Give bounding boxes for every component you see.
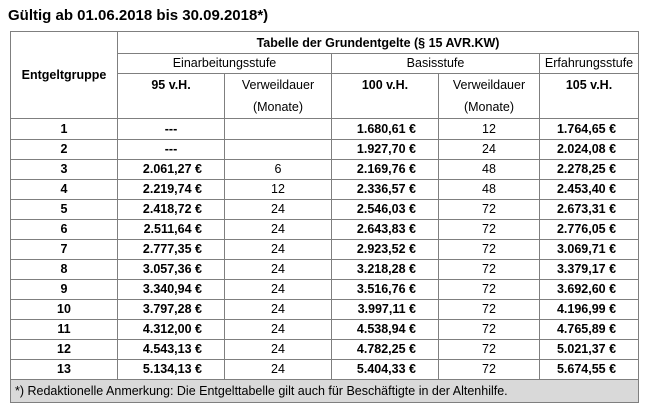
cell-entgeltgruppe: 5 <box>11 200 118 220</box>
cell-erf-betrag: 2.278,25 € <box>540 160 639 180</box>
cell-ein-betrag: --- <box>118 119 225 140</box>
cell-basis-verweildauer: 72 <box>439 260 540 280</box>
cell-ein-betrag: 2.511,64 € <box>118 220 225 240</box>
cell-erf-betrag: 3.692,60 € <box>540 280 639 300</box>
cell-erf-betrag: 1.764,65 € <box>540 119 639 140</box>
header-einarbeitungsstufe: Einarbeitungsstufe <box>118 54 332 74</box>
cell-erf-betrag: 3.069,71 € <box>540 240 639 260</box>
cell-entgeltgruppe: 1 <box>11 119 118 140</box>
cell-basis-verweildauer: 72 <box>439 240 540 260</box>
cell-ein-betrag: 2.219,74 € <box>118 180 225 200</box>
cell-erf-betrag: 5.021,37 € <box>540 340 639 360</box>
cell-basis-verweildauer: 48 <box>439 160 540 180</box>
cell-ein-verweildauer: 6 <box>225 160 332 180</box>
header-entgeltgruppe: Entgeltgruppe <box>11 32 118 119</box>
table-row <box>11 180 639 200</box>
cell-entgeltgruppe: 3 <box>11 160 118 180</box>
cell-erf-betrag: 4.765,89 € <box>540 320 639 340</box>
cell-entgeltgruppe: 8 <box>11 260 118 280</box>
grundentgelte-table <box>10 31 639 403</box>
cell-erf-betrag: 4.196,99 € <box>540 300 639 320</box>
cell-basis-verweildauer: 72 <box>439 360 540 380</box>
cell-entgeltgruppe: 6 <box>11 220 118 240</box>
table-row <box>11 260 639 280</box>
cell-ein-verweildauer: 24 <box>225 300 332 320</box>
cell-basis-betrag: 2.923,52 € <box>332 240 439 260</box>
cell-ein-betrag: 3.340,94 € <box>118 280 225 300</box>
header-basis-verweildauer: Verweildauer <box>439 74 540 97</box>
cell-ein-verweildauer: 24 <box>225 240 332 260</box>
cell-ein-betrag: 2.418,72 € <box>118 200 225 220</box>
cell-basis-betrag: 2.169,76 € <box>332 160 439 180</box>
table-row <box>11 340 639 360</box>
cell-erf-betrag: 3.379,17 € <box>540 260 639 280</box>
cell-erf-betrag: 5.674,55 € <box>540 360 639 380</box>
header-basis-monate: (Monate) <box>439 96 540 119</box>
cell-entgeltgruppe: 10 <box>11 300 118 320</box>
header-erf-pct: 105 v.H. <box>540 74 639 97</box>
cell-entgeltgruppe: 13 <box>11 360 118 380</box>
cell-basis-betrag: 4.782,25 € <box>332 340 439 360</box>
cell-basis-verweildauer: 72 <box>439 220 540 240</box>
cell-ein-verweildauer: 24 <box>225 340 332 360</box>
cell-basis-betrag: 1.927,70 € <box>332 140 439 160</box>
cell-entgeltgruppe: 11 <box>11 320 118 340</box>
cell-basis-verweildauer: 12 <box>439 119 540 140</box>
cell-ein-verweildauer <box>225 140 332 160</box>
cell-ein-verweildauer: 24 <box>225 220 332 240</box>
table-row <box>11 200 639 220</box>
page-title: Gültig ab 01.06.2018 bis 30.09.2018*) <box>8 7 269 24</box>
table-row <box>11 300 639 320</box>
cell-basis-betrag: 1.680,61 € <box>332 119 439 140</box>
cell-ein-betrag: 4.543,13 € <box>118 340 225 360</box>
cell-basis-betrag: 5.404,33 € <box>332 360 439 380</box>
cell-basis-verweildauer: 48 <box>439 180 540 200</box>
cell-ein-verweildauer <box>225 119 332 140</box>
header-ein-monate: (Monate) <box>225 96 332 119</box>
cell-ein-verweildauer: 24 <box>225 360 332 380</box>
cell-ein-betrag: 3.057,36 € <box>118 260 225 280</box>
cell-ein-verweildauer: 24 <box>225 260 332 280</box>
cell-ein-betrag: 4.312,00 € <box>118 320 225 340</box>
cell-basis-verweildauer: 72 <box>439 280 540 300</box>
cell-basis-betrag: 3.997,11 € <box>332 300 439 320</box>
cell-entgeltgruppe: 2 <box>11 140 118 160</box>
table-row <box>11 119 639 140</box>
cell-erf-betrag: 2.024,08 € <box>540 140 639 160</box>
cell-basis-verweildauer: 72 <box>439 200 540 220</box>
cell-basis-betrag: 3.516,76 € <box>332 280 439 300</box>
table-row <box>11 220 639 240</box>
table-row <box>11 160 639 180</box>
cell-basis-verweildauer: 72 <box>439 300 540 320</box>
cell-entgeltgruppe: 7 <box>11 240 118 260</box>
table-row <box>11 280 639 300</box>
cell-ein-betrag: --- <box>118 140 225 160</box>
header-basis-pct: 100 v.H. <box>332 74 439 97</box>
header-erfahrungsstufe: Erfahrungsstufe <box>540 54 639 74</box>
cell-erf-betrag: 2.776,05 € <box>540 220 639 240</box>
cell-ein-verweildauer: 24 <box>225 200 332 220</box>
cell-entgeltgruppe: 4 <box>11 180 118 200</box>
table-row <box>11 360 639 380</box>
cell-basis-verweildauer: 72 <box>439 320 540 340</box>
footnote: *) Redaktionelle Anmerkung: Die Entgelttabelle gilt auch für Beschäftigte in der Altenhilfe. <box>11 380 639 403</box>
cell-basis-betrag: 4.538,94 € <box>332 320 439 340</box>
cell-erf-betrag: 2.453,40 € <box>540 180 639 200</box>
table-row <box>11 240 639 260</box>
cell-ein-verweildauer: 12 <box>225 180 332 200</box>
cell-entgeltgruppe: 9 <box>11 280 118 300</box>
cell-entgeltgruppe: 12 <box>11 340 118 360</box>
cell-basis-verweildauer: 72 <box>439 340 540 360</box>
cell-ein-betrag: 2.777,35 € <box>118 240 225 260</box>
header-main: Tabelle der Grundentgelte (§ 15 AVR.KW) <box>118 32 639 54</box>
cell-basis-betrag: 2.546,03 € <box>332 200 439 220</box>
cell-ein-betrag: 2.061,27 € <box>118 160 225 180</box>
table-row <box>11 140 639 160</box>
cell-ein-verweildauer: 24 <box>225 320 332 340</box>
cell-ein-betrag: 5.134,13 € <box>118 360 225 380</box>
header-ein-pct: 95 v.H. <box>118 74 225 97</box>
cell-basis-betrag: 2.643,83 € <box>332 220 439 240</box>
header-ein-verweildauer: Verweildauer <box>225 74 332 97</box>
cell-erf-betrag: 2.673,31 € <box>540 200 639 220</box>
cell-ein-betrag: 3.797,28 € <box>118 300 225 320</box>
cell-basis-betrag: 3.218,28 € <box>332 260 439 280</box>
header-basisstufe: Basisstufe <box>332 54 540 74</box>
cell-ein-verweildauer: 24 <box>225 280 332 300</box>
table-row <box>11 320 639 340</box>
cell-basis-verweildauer: 24 <box>439 140 540 160</box>
cell-basis-betrag: 2.336,57 € <box>332 180 439 200</box>
